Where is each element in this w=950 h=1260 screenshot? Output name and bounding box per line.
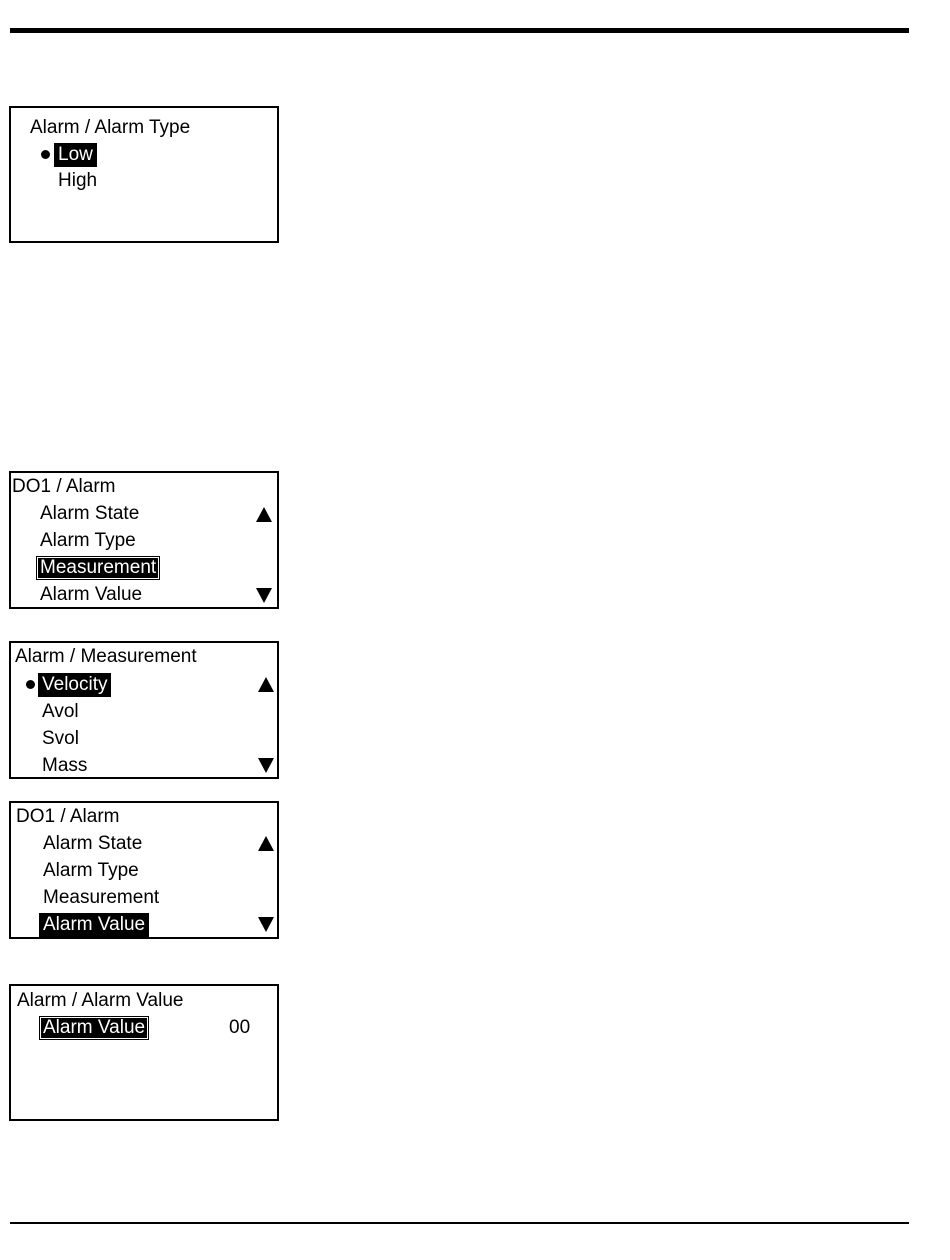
screen-title: Alarm / Alarm Value xyxy=(17,990,184,1011)
field-label: Alarm Value xyxy=(39,1016,149,1040)
menu-item-label: Alarm Type xyxy=(43,860,139,881)
option-label: Low xyxy=(54,143,97,167)
screen-title: DO1 / Alarm xyxy=(16,806,120,827)
menu-item-alarm-type[interactable] xyxy=(39,857,143,884)
scroll-up-arrow-icon[interactable] xyxy=(256,507,272,522)
selected-bullet-icon xyxy=(41,150,50,159)
menu-item-label: Alarm State xyxy=(43,833,143,854)
menu-item-label: Measurement xyxy=(43,887,160,908)
option-label: Avol xyxy=(42,701,79,722)
menu-item-measurement[interactable] xyxy=(39,884,163,911)
option-mass[interactable] xyxy=(38,752,91,779)
scroll-up-arrow-icon[interactable] xyxy=(258,677,274,692)
scroll-up-arrow-icon[interactable] xyxy=(258,836,274,851)
screen-title: Alarm / Alarm Type xyxy=(30,117,191,138)
scroll-down-arrow-icon[interactable] xyxy=(258,917,274,932)
option-avol[interactable] xyxy=(38,698,83,725)
scroll-down-arrow-icon[interactable] xyxy=(256,588,272,603)
menu-item-label: Alarm State xyxy=(40,503,140,524)
top-rule xyxy=(10,28,909,33)
screen-title: DO1 / Alarm xyxy=(12,476,116,497)
option-high[interactable] xyxy=(54,167,101,194)
menu-item-label: Alarm Value xyxy=(39,913,149,937)
alarm-value-field[interactable] xyxy=(39,1014,149,1041)
bottom-rule xyxy=(10,1222,909,1224)
lcd-alarm-value xyxy=(9,984,279,1121)
menu-item-label: Measurement xyxy=(36,556,160,580)
scroll-down-arrow-icon[interactable] xyxy=(258,758,274,773)
menu-item-alarm-state[interactable] xyxy=(39,830,146,857)
option-velocity[interactable] xyxy=(38,671,111,698)
lcd-do1-alarm-value-selected xyxy=(9,801,279,939)
menu-item-alarm-value[interactable] xyxy=(36,581,146,608)
lcd-alarm-type xyxy=(9,106,279,243)
menu-item-label: Alarm Type xyxy=(40,530,136,551)
menu-item-alarm-state[interactable] xyxy=(36,500,143,527)
option-svol[interactable] xyxy=(38,725,83,752)
screen-title: Alarm / Measurement xyxy=(15,646,197,667)
option-label: Svol xyxy=(42,728,79,749)
option-label: Mass xyxy=(42,755,88,776)
menu-item-measurement[interactable] xyxy=(36,554,160,581)
option-label: Velocity xyxy=(38,673,111,697)
selected-bullet-icon xyxy=(26,680,35,689)
lcd-alarm-measurement xyxy=(9,641,279,779)
menu-item-label: Alarm Value xyxy=(40,584,143,605)
menu-item-alarm-type[interactable] xyxy=(36,527,140,554)
alarm-value-readout[interactable]: 00 xyxy=(229,1017,251,1038)
option-low[interactable] xyxy=(54,141,97,168)
lcd-do1-alarm-measurement-selected xyxy=(9,471,279,609)
menu-item-alarm-value[interactable] xyxy=(39,911,149,938)
option-label: High xyxy=(58,170,98,191)
